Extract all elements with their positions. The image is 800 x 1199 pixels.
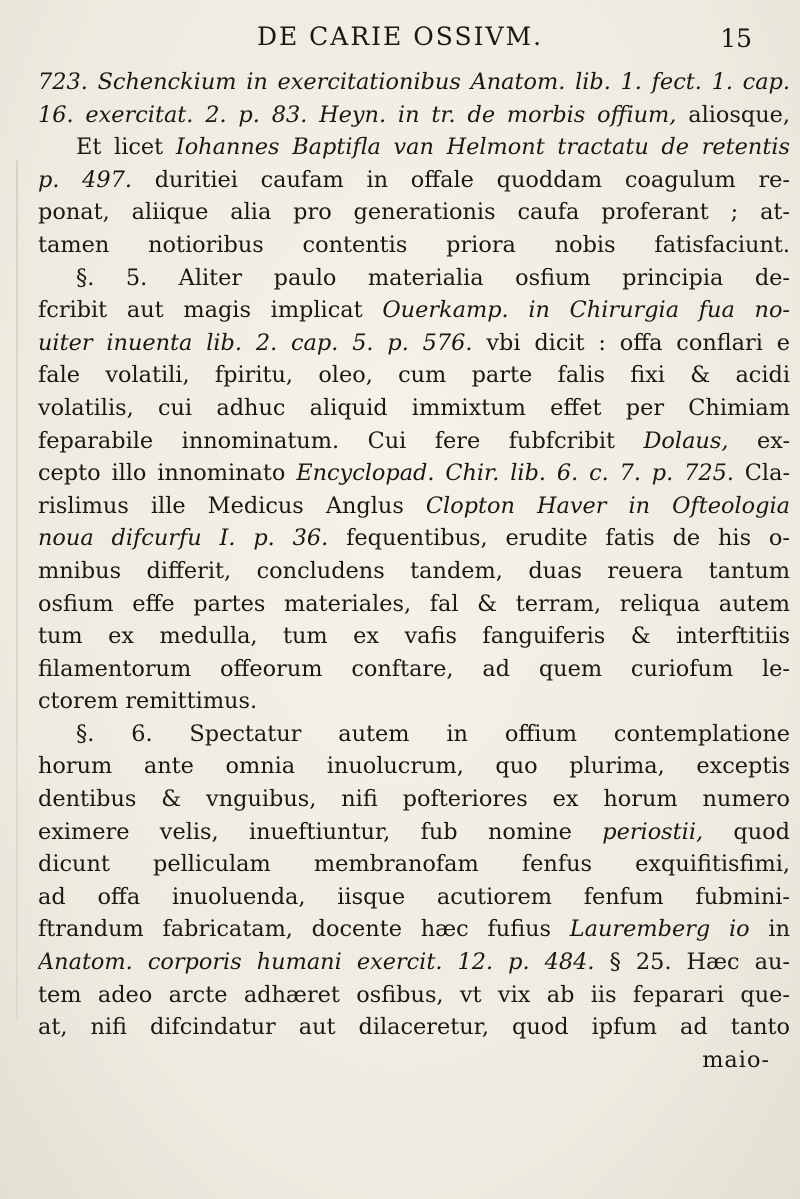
italic-segment: Lauremberg io [569, 916, 750, 943]
text-segment: §. 6. Spectatur autem in offium contemplatione [76, 720, 790, 747]
text-segment: tamen notioribus contentis priora nobis fatisfaciunt. [38, 231, 790, 258]
text-line [38, 294, 790, 327]
italic-segment: Anatom. corporis humani exercit. 12. p. 484. [38, 949, 595, 976]
catchword-row [38, 1044, 790, 1077]
text-line [38, 359, 790, 392]
text-line [38, 979, 790, 1012]
text-line [38, 1011, 790, 1044]
text-segment: tum ex medulla, tum ex vafis fanguiferis & interftitiis [38, 623, 790, 650]
running-head: DE CARIE OSSIVM. [256, 22, 544, 51]
italic-segment: Clopton Haver in Ofteologia [425, 492, 790, 519]
italic-segment: noua difcurfu I. p. 36. [38, 525, 329, 552]
text-segment: aliosque, [676, 101, 790, 128]
text-line [38, 653, 790, 686]
text-line [38, 392, 790, 425]
text-line [38, 913, 790, 946]
text-line [38, 229, 790, 262]
gutter-shadow [16, 160, 18, 1020]
text-segment: in [749, 916, 790, 943]
text-segment: fequentibus, erudite fatis de his o- [328, 525, 790, 552]
text-segment: feparabile innominatum. Cui fere fubfcribit [38, 427, 644, 454]
text-line [38, 196, 790, 229]
text-segment: quod [703, 818, 790, 845]
text-segment: ex- [728, 427, 790, 454]
page-number: 15 [720, 24, 752, 53]
text-line [38, 783, 790, 816]
text-line [38, 164, 790, 197]
text-line [38, 881, 790, 914]
text-segment: mnibus differit, concludens tandem, duas reuera tantum [38, 557, 790, 584]
italic-segment: Dolaus, [643, 427, 729, 454]
text-line [38, 718, 790, 751]
text-line [38, 66, 790, 99]
text-line [38, 262, 790, 295]
text-segment: § 25. Hæc au- [594, 949, 790, 976]
text-segment: volatilis, cui adhuc aliquid immixtum effet per Chimiam [38, 394, 790, 421]
italic-segment: Encyclopad. Chir. lib. 6. c. 7. p. 725. [296, 460, 734, 487]
text-line [38, 99, 790, 132]
text-segment: filamentorum offeorum conftare, ad quem curiofum le- [38, 655, 790, 682]
text-segment: cepto illo innominato [38, 460, 297, 487]
text-segment: vbi dicit : offa conflari e [472, 329, 790, 356]
text-segment: ad offa inuoluenda, iisque acutiorem fenfum fubmini- [38, 883, 790, 910]
text-line [38, 588, 790, 621]
text-line [38, 131, 790, 164]
text-line [38, 425, 790, 458]
text-segment: osfium effe partes materiales, fal & terram, reliqua autem [38, 590, 790, 617]
text-segment: fcribit aut magis implicat [38, 297, 383, 324]
text-segment: ctorem remittimus. [38, 688, 258, 715]
text-segment: §. 5. Aliter paulo materialia osfium principia de- [76, 264, 790, 291]
text-segment: eximere velis, inueftiuntur, fub nomine [38, 818, 603, 845]
text-segment: duritiei caufam in offale quoddam coagulum re- [132, 166, 790, 193]
text-segment: dentibus & vnguibus, nifi pofteriores ex horum numero [38, 786, 790, 813]
text-line [38, 522, 790, 555]
text-line [38, 848, 790, 881]
italic-segment: Iohannes Baptifla van Helmont tractatu de retentis [175, 134, 790, 161]
italic-segment: uiter inuenta lib. 2. cap. 5. p. 576. [38, 329, 473, 356]
text-line [38, 750, 790, 783]
text-line [38, 685, 790, 718]
page-header [0, 22, 800, 66]
text-line [38, 816, 790, 849]
text-segment: Et licet [76, 134, 176, 161]
text-line [38, 457, 790, 490]
text-segment: Cla- [733, 460, 790, 487]
italic-segment: periostii, [602, 818, 704, 845]
text-segment: at, nifi difcindatur aut dilaceretur, quod ipfum ad tanto [38, 1014, 790, 1041]
text-line [38, 555, 790, 588]
text-segment: fale volatili, fpiritu, oleo, cum parte falis fixi & acidi [38, 362, 790, 389]
text-line [38, 490, 790, 523]
text-line [38, 620, 790, 653]
text-line [38, 946, 790, 979]
text-segment: dicunt pelliculam membranofam fenfus exquifitisfimi, [38, 851, 790, 878]
body-text [38, 66, 790, 1076]
italic-segment: p. 497. [38, 166, 133, 193]
text-line [38, 327, 790, 360]
italic-segment: 723. Schenckium in exercitationibus Anatom. lib. 1. fect. 1. cap. [38, 69, 790, 95]
text-segment: rislimus ille Medicus Anglus [38, 492, 426, 519]
text-segment: ftrandum fabricatam, docente hæc fufius [38, 916, 570, 943]
text-segment: horum ante omnia inuolucrum, quo plurima, exceptis [38, 753, 790, 780]
text-segment: ponat, aliique alia pro generationis caufa proferant ; at- [38, 199, 790, 226]
catchword: maio- [702, 1046, 770, 1073]
text-segment: tem adeo arcte adhæret osfibus, vt vix ab iis feparari que- [38, 981, 790, 1008]
italic-segment: Ouerkamp. in Chirurgia fua no- [382, 297, 790, 324]
italic-segment: 16. exercitat. 2. p. 83. Heyn. in tr. de morbis offium, [38, 101, 677, 128]
